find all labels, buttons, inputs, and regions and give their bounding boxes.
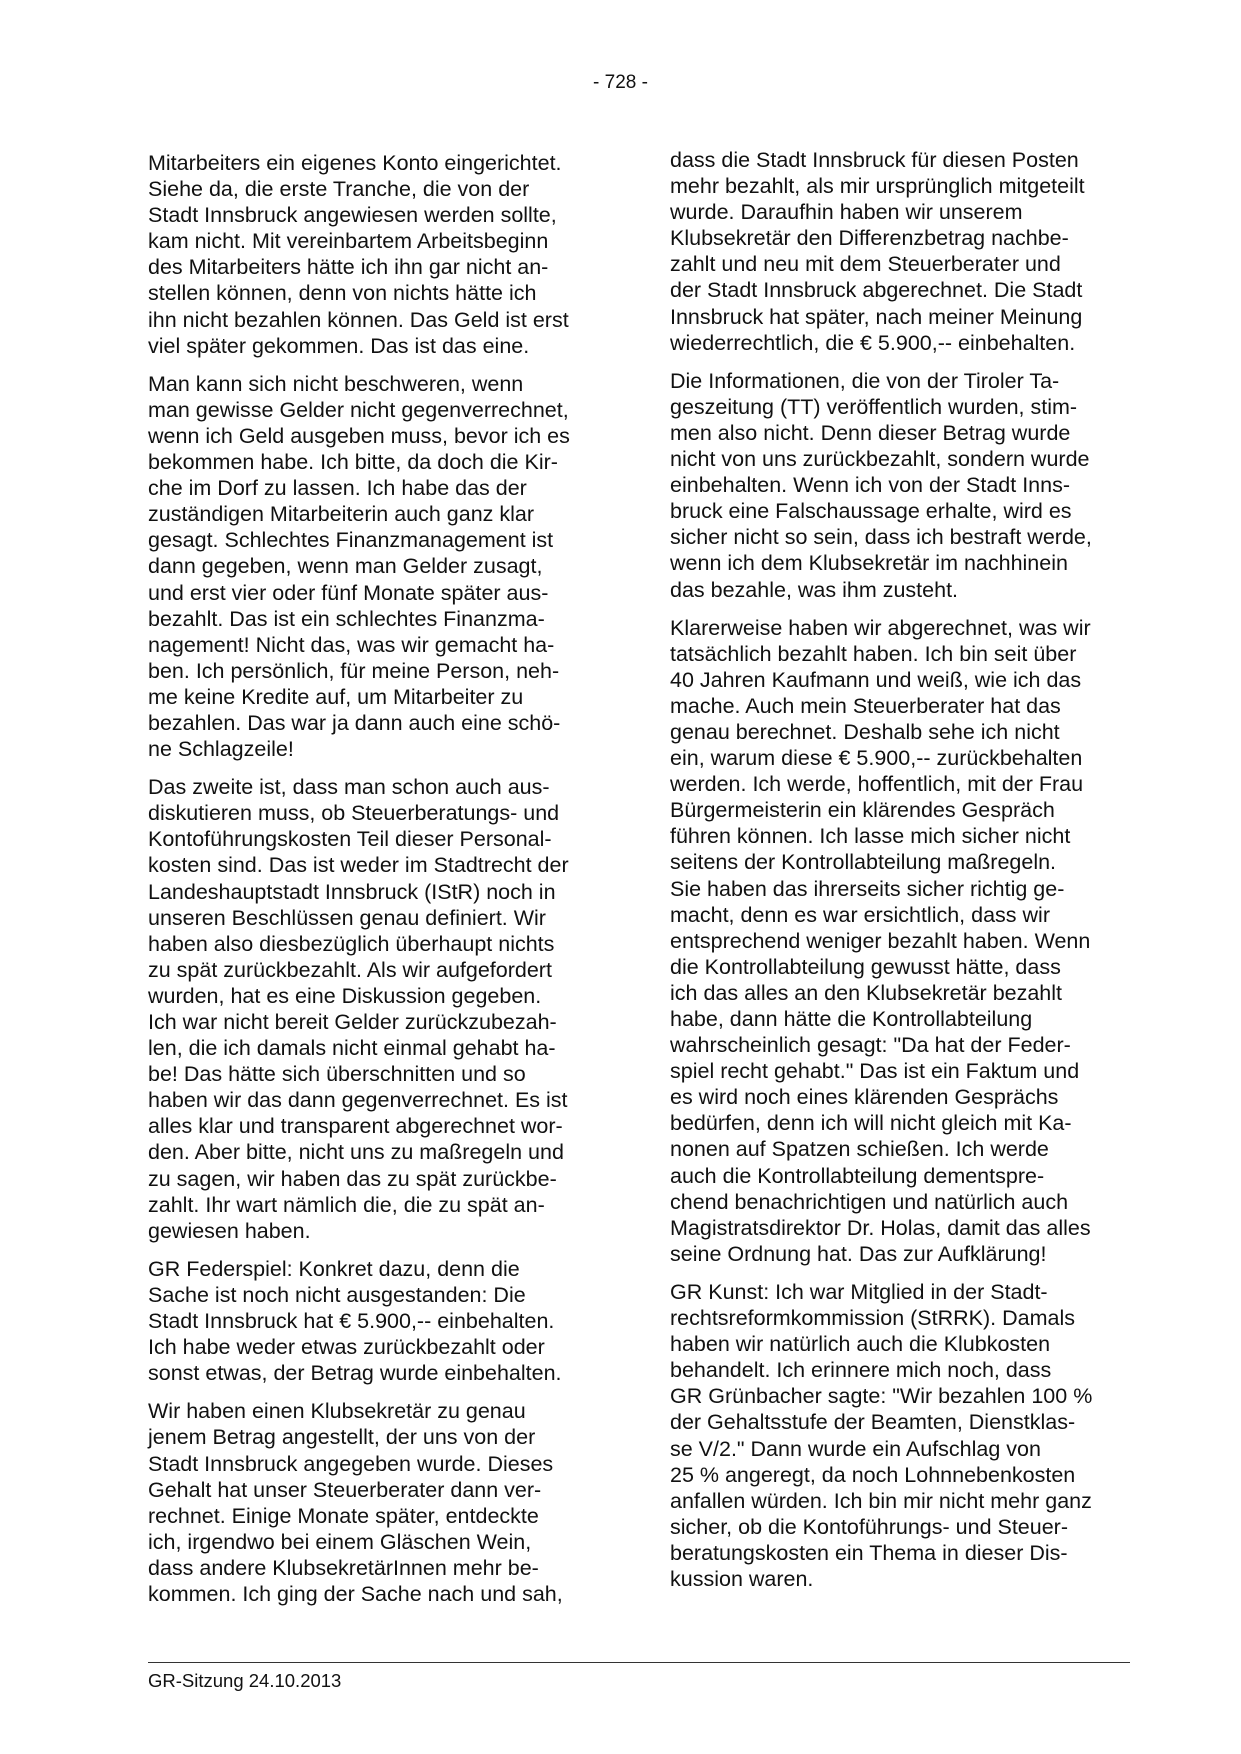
text-line: be! Das hätte sich überschnitten und so — [148, 1062, 526, 1087]
text-line: Sie haben das ihrerseits sicher richtig ge- — [670, 876, 1065, 901]
text-line: gesagt. Schlechtes Finanzmanagement ist — [148, 528, 554, 553]
text-line: rechnet. Einige Monate später, entdeckte — [148, 1503, 539, 1528]
text-line: ich das alles an den Klubsekretär bezahlt — [670, 980, 1063, 1005]
text-line: wenn ich Geld ausgeben muss, bevor ich es — [148, 423, 570, 448]
text-line: Das zweite ist, dass man schon auch aus- — [148, 775, 550, 800]
text-line: und erst vier oder fünf Monate später aus- — [148, 580, 549, 605]
paragraph — [148, 150, 593, 359]
text-line: nonen auf Spatzen schießen. Ich werde — [670, 1137, 1049, 1162]
text-line: jenem Betrag angestellt, der uns von der — [148, 1425, 536, 1450]
text-line: ein, warum diese € 5.900,-- zurückbehalten — [670, 746, 1083, 771]
text-line: kussion waren. — [670, 1566, 814, 1591]
text-line: bekommen habe. Ich bitte, da doch die Kir- — [148, 450, 558, 475]
text-line: diskutieren muss, ob Steuerberatungs- und — [148, 801, 560, 826]
text-line: Man kann sich nicht beschweren, wenn — [148, 371, 524, 396]
text-line: zu spät zurückbezahlt. Als wir aufgefordert — [148, 957, 552, 982]
text-line: unseren Beschlüssen genau definiert. Wir — [148, 905, 546, 930]
text-line: seitens der Kontrollabteilung maßregeln. — [670, 850, 1057, 875]
paragraph — [148, 1398, 593, 1607]
text-line: men also nicht. Denn dieser Betrag wurde — [670, 420, 1071, 445]
text-line: macht, denn es war ersichtlich, dass wir — [670, 902, 1050, 927]
paragraph — [670, 147, 1115, 356]
text-line: GR Kunst: Ich war Mitglied in der Stadt- — [670, 1279, 1048, 1304]
page-number: - 728 - — [593, 72, 648, 93]
text-line: rechtsreformkommission (StRRK). Damals — [670, 1306, 1075, 1331]
text-line: ben. Ich persönlich, für meine Person, neh- — [148, 658, 560, 683]
text-line: dass andere KlubsekretärInnen mehr be- — [148, 1555, 539, 1580]
paragraph — [148, 1256, 593, 1386]
text-line: das bezahle, was ihm zusteht. — [670, 577, 959, 602]
text-line: des Mitarbeiters hätte ich ihn gar nicht an- — [148, 255, 549, 280]
text-line: behandelt. Ich erinnere mich noch, dass — [670, 1358, 1052, 1383]
text-line: se V/2." Dann wurde ein Aufschlag von — [670, 1436, 1041, 1461]
text-line: dann gegeben, wenn man Gelder zusagt, — [148, 554, 543, 579]
footer-divider — [148, 1662, 1130, 1663]
text-line: die Kontrollabteilung gewusst hätte, dass — [670, 954, 1061, 979]
text-line: wurde. Daraufhin haben wir unserem — [670, 200, 1023, 225]
text-line: der Gehaltsstufe der Beamten, Dienstklas- — [670, 1410, 1076, 1435]
text-line: den. Aber bitte, nicht uns zu maßregeln und — [148, 1140, 564, 1165]
text-line: Ich war nicht bereit Gelder zurückzubezah- — [148, 1010, 557, 1034]
text-line: bezahlt. Das ist ein schlechtes Finanzma- — [148, 606, 545, 631]
text-line: einbehalten. Wenn ich von der Stadt Inns- — [670, 473, 1070, 498]
text-line: stellen können, denn von nichts hätte ich — [148, 281, 537, 306]
text-line: anfallen würden. Ich bin mir nicht mehr ganz — [670, 1488, 1092, 1513]
text-line: bedürfen, denn ich will nicht gleich mit Ka- — [670, 1111, 1072, 1136]
text-line: len, die ich damals nicht einmal gehabt ha- — [148, 1036, 556, 1061]
text-line: che im Dorf zu lassen. Ich habe das der — [148, 476, 527, 501]
right-column — [670, 147, 1115, 1604]
text-line: kommen. Ich ging der Sache nach und sah, — [148, 1581, 563, 1606]
text-line: genau berechnet. Deshalb sehe ich nicht — [670, 719, 1060, 744]
text-line: führen können. Ich lasse mich sicher nicht — [670, 824, 1071, 849]
text-line: sicher, ob die Kontoführungs- und Steuer- — [670, 1514, 1069, 1539]
text-line: man gewisse Gelder nicht gegenverrechnet, — [148, 397, 569, 422]
text-line: es wird noch eines klärenden Gesprächs — [670, 1085, 1059, 1110]
text-line: Innsbruck hat später, nach meiner Meinung — [670, 304, 1083, 329]
text-line: mache. Auch mein Steuerberater hat das — [670, 693, 1061, 718]
text-line: 25 % angeregt, da noch Lohnnebenkosten — [670, 1462, 1076, 1487]
text-line: beratungskosten ein Thema in dieser Dis- — [670, 1540, 1068, 1565]
text-line: zahlt. Ihr wart nämlich die, die zu spät an- — [148, 1192, 545, 1217]
text-line: dass die Stadt Innsbruck für diesen Posten — [670, 148, 1079, 172]
text-line: wiederrechtlich, die € 5.900,-- einbehalten. — [670, 330, 1076, 355]
footer-session-date: GR-Sitzung 24.10.2013 — [148, 1670, 342, 1691]
text-line: auch die Kontrollabteilung dementspre- — [670, 1163, 1045, 1188]
text-line: bruck eine Falschaussage erhalte, wird es — [670, 499, 1072, 524]
text-line: tatsächlich bezahlt haben. Ich bin seit über — [670, 641, 1077, 666]
text-line: Bürgermeisterin ein klärendes Gespräch — [670, 798, 1055, 823]
text-line: zu sagen, wir haben das zu spät zurückbe- — [148, 1166, 557, 1191]
text-line: GR Grünbacher sagte: "Wir bezahlen 100 % — [670, 1384, 1093, 1409]
text-line: zuständigen Mitarbeiterin auch ganz klar — [148, 502, 535, 527]
text-line: Mitarbeiters ein eigenes Konto eingerichtet. — [148, 151, 562, 175]
text-line: werden. Ich werde, hoffentlich, mit der Frau — [670, 772, 1084, 797]
paragraph — [670, 1279, 1115, 1592]
text-line: Klarerweise haben wir abgerechnet, was wir — [670, 615, 1091, 640]
text-line: mehr bezahlt, als mir ursprünglich mitgeteilt — [670, 174, 1085, 199]
text-line: haben wir natürlich auch die Klubkosten — [670, 1332, 1051, 1357]
text-line: chend benachrichtigen und natürlich auch — [670, 1189, 1069, 1214]
text-line: Stadt Innsbruck angegeben wurde. Dieses — [148, 1451, 554, 1476]
paragraph — [670, 615, 1115, 1267]
text-line: Landeshauptstadt Innsbruck (IStR) noch in — [148, 879, 556, 904]
text-line: Kontoführungskosten Teil dieser Personal- — [148, 827, 552, 852]
text-line: der Stadt Innsbruck abgerechnet. Die Stadt — [670, 278, 1083, 303]
text-line: haben also diesbezüglich überhaupt nichts — [148, 931, 555, 956]
text-line: Klubsekretär den Differenzbetrag nachbe- — [670, 226, 1069, 251]
text-line: kam nicht. Mit vereinbartem Arbeitsbeginn — [148, 229, 549, 254]
text-line: wurden, hat es eine Diskussion gegeben. — [148, 983, 542, 1008]
text-line: bezahlen. Das war ja dann auch eine schö- — [148, 710, 561, 735]
text-line: Die Informationen, die von der Tiroler Ta- — [670, 368, 1060, 393]
text-line: spiel recht gehabt." Das ist ein Faktum und — [670, 1059, 1080, 1084]
text-line: gewiesen haben. — [148, 1218, 311, 1243]
text-line: nagement! Nicht das, was wir gemacht ha- — [148, 632, 555, 657]
text-line: Siehe da, die erste Tranche, die von der — [148, 177, 530, 202]
text-line: wenn ich dem Klubsekretär im nachhinein — [670, 551, 1068, 576]
text-line: Magistratsdirektor Dr. Holas, damit das alles — [670, 1215, 1091, 1240]
left-column — [148, 150, 593, 1619]
text-line: geszeitung (TT) veröffentlich wurden, stim- — [670, 394, 1078, 419]
text-line: wahrscheinlich gesagt: "Da hat der Feder- — [670, 1033, 1071, 1058]
text-line: sicher nicht so sein, dass ich bestraft werde, — [670, 525, 1092, 550]
text-line: Wir haben einen Klubsekretär zu genau — [148, 1399, 526, 1424]
paragraph — [670, 368, 1115, 603]
text-line: GR Federspiel: Konkret dazu, denn die — [148, 1256, 520, 1281]
text-line: habe, dann hätte die Kontrollabteilung — [670, 1007, 1033, 1031]
text-line: kosten sind. Das ist weder im Stadtrecht der — [148, 853, 569, 878]
text-line: Sache ist noch nicht ausgestanden: Die — [148, 1282, 526, 1307]
text-line: nicht von uns zurückbezahlt, sondern wurde — [670, 447, 1090, 472]
text-line: Gehalt hat unser Steuerberater dann ver- — [148, 1477, 542, 1502]
text-line: Ich habe weder etwas zurückbezahlt oder — [148, 1335, 545, 1360]
text-line: viel später gekommen. Das ist das eine. — [148, 333, 530, 358]
text-line: Stadt Innsbruck hat € 5.900,-- einbehalten. — [148, 1309, 555, 1334]
text-line: ihn nicht bezahlen können. Das Geld ist erst — [148, 307, 569, 332]
text-line: haben wir das dann gegenverrechnet. Es ist — [148, 1088, 568, 1113]
text-line: ich, irgendwo bei einem Gläschen Wein, — [148, 1529, 532, 1554]
text-line: alles klar und transparent abgerechnet wor- — [148, 1114, 563, 1139]
paragraph — [148, 774, 593, 1244]
text-line: 40 Jahren Kaufmann und weiß, wie ich das — [670, 667, 1082, 692]
text-line: Stadt Innsbruck angewiesen werden sollte, — [148, 203, 557, 228]
text-line: me keine Kredite auf, um Mitarbeiter zu — [148, 684, 524, 709]
paragraph — [148, 371, 593, 762]
text-line: seine Ordnung hat. Das zur Aufklärung! — [670, 1241, 1047, 1266]
text-line: entsprechend weniger bezahlt haben. Wenn — [670, 928, 1091, 953]
text-line: zahlt und neu mit dem Steuerberater und — [670, 252, 1061, 277]
text-line: sonst etwas, der Betrag wurde einbehalten. — [148, 1361, 562, 1386]
text-line: ne Schlagzeile! — [148, 737, 294, 762]
